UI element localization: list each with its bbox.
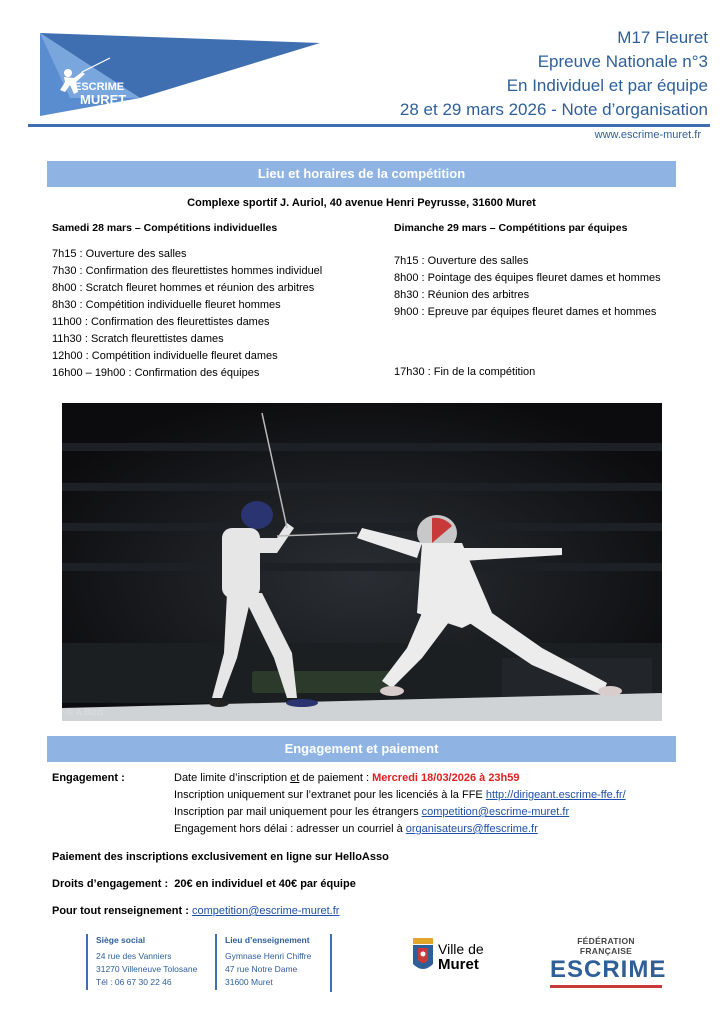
muret-crest-icon (410, 936, 436, 976)
ville-line1: Ville de (438, 941, 484, 957)
engagement-line-late (174, 821, 538, 838)
hq-line: 31270 Villeneuve Tolosane (96, 964, 198, 974)
title-line-3: En Individuel et par équipe (506, 76, 708, 95)
engagement-label: Engagement : (52, 772, 125, 784)
info-line (52, 903, 339, 920)
logo-text-escrime: ESCRIME (74, 81, 125, 93)
schedule-item: 8h00 : Pointage des équipes fleuret dames et hommes (394, 272, 661, 284)
photo-credit: © A.Bizzi (67, 707, 104, 717)
extranet-link[interactable]: http://dirigeant.escrime-ffe.fr/ (485, 789, 626, 801)
schedule-item: 8h30 : Compétition individuelle fleuret hommes (52, 299, 281, 311)
logo-text-muret: MURET (80, 92, 127, 107)
sunday-schedule (394, 253, 661, 321)
mail-text: Inscription par mail uniquement pour les étrangers (174, 806, 422, 818)
escrime-muret-logo (30, 28, 325, 123)
title-line-4: 28 et 29 mars 2026 - Note d’organisation (399, 100, 708, 119)
deadline-date: Mercredi 18/03/2026 à 23h59 (372, 772, 520, 784)
footer-hq (86, 934, 197, 990)
fees-value: 20€ en individuel et 40€ par équipe (174, 878, 356, 890)
header-rule (28, 124, 710, 127)
venue-address: Complexe sportif J. Auriol, 40 avenue Henri Peyrusse, 31600 Muret (187, 197, 536, 209)
banner-engagement: Engagement et paiement (47, 736, 676, 762)
banner-venue-schedule: Lieu et horaires de la compétition (47, 161, 676, 187)
deadline-text-et: et (290, 772, 300, 784)
hq-line: Tél : 06 67 30 22 46 (96, 977, 172, 987)
venue-line: Gymnase Henri Chiffre (225, 951, 312, 961)
ffe-top-text: FÉDÉRATION FRANÇAISE (577, 936, 635, 956)
fencing-photo (62, 403, 662, 721)
venue-line: 31600 Muret (225, 977, 273, 987)
competition-email-link[interactable]: competition@escrime-muret.fr (421, 806, 570, 818)
title-line-2: Epreuve Nationale n°3 (537, 52, 708, 71)
schedule-item: 7h30 : Confirmation des fleurettistes hommes individuel (52, 265, 323, 277)
fencers-illustration (62, 403, 662, 721)
fees-label: Droits d’engagement : (52, 878, 169, 890)
sunday-heading: Dimanche 29 mars – Compétitions par équipes (394, 222, 628, 234)
footer-venue (215, 934, 311, 990)
ville-de-muret-logo (438, 942, 484, 972)
saturday-heading: Samedi 28 mars – Compétitions individuelles (52, 222, 278, 234)
fees-line (52, 876, 356, 893)
info-label: Pour tout renseignement : (52, 905, 192, 917)
schedule-item: 11h00 : Confirmation des fleurettistes dames (52, 316, 270, 328)
venue-line: 47 rue Notre Dame (225, 964, 298, 974)
ffe-main-text: ESCRIME (550, 956, 662, 988)
schedule-item: 12h00 : Compétition individuelle fleuret dames (52, 350, 278, 362)
engagement-line-mail (174, 804, 569, 821)
ville-line2: Muret (438, 956, 479, 973)
title-line-1: M17 Fleuret (617, 28, 708, 47)
ffe-logo (550, 936, 667, 988)
schedule-item: 7h15 : Ouverture des salles (394, 255, 529, 267)
venue-heading: Lieu d’enseignement (225, 935, 310, 945)
schedule-item: 8h30 : Réunion des arbitres (394, 289, 530, 301)
schedule-item: 8h00 : Scratch fleuret hommes et réunion des arbitres (52, 282, 315, 294)
info-email-link[interactable]: competition@escrime-muret.fr (191, 905, 340, 917)
engagement-line-deadline (174, 770, 520, 787)
payment-note: Paiement des inscriptions exclusivement en ligne sur HelloAsso (52, 851, 389, 863)
website-link[interactable]: www.escrime-muret.fr (594, 129, 701, 141)
organisateurs-email-link[interactable]: organisateurs@ffescrime.fr (405, 823, 538, 835)
footer-divider (330, 934, 332, 992)
deadline-text-prefix: Date limite d’inscription (174, 772, 291, 784)
engagement-line-extranet (174, 787, 626, 804)
sunday-end: 17h30 : Fin de la compétition (394, 366, 536, 378)
schedule-item: 9h00 : Epreuve par équipes fleuret dames et hommes (394, 306, 657, 318)
late-text: Engagement hors délai : adresser un courriel à (174, 823, 406, 835)
hq-heading: Siège social (96, 935, 146, 945)
hq-line: 24 rue des Vanniers (96, 951, 172, 961)
schedule-item: 7h15 : Ouverture des salles (52, 248, 187, 260)
deadline-text-mid: de paiement : (299, 772, 373, 784)
extranet-text: Inscription uniquement sur l’extranet pour les licenciés à la FFE (174, 789, 486, 801)
schedule-item: 16h00 – 19h00 : Confirmation des équipes (52, 367, 260, 379)
saturday-schedule (52, 246, 322, 382)
schedule-item: 11h30 : Scratch fleurettistes dames (52, 333, 224, 345)
